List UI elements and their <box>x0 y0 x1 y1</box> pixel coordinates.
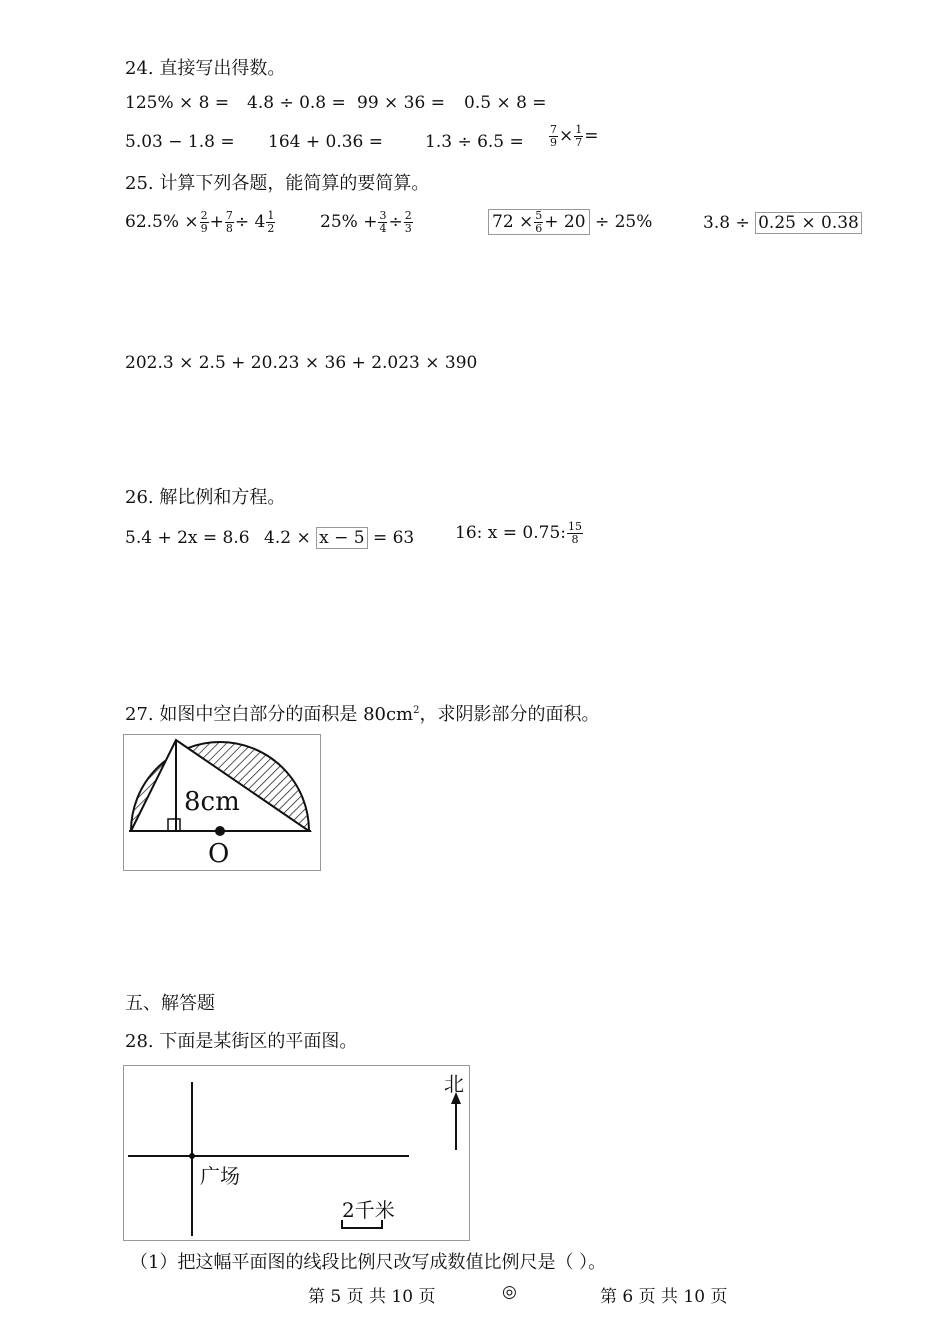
q24-item-2: 4.8 ÷ 0.8 = <box>247 93 346 113</box>
q26-eq-3: 16: x = 0.75: $\frac{15}{8}$ <box>455 520 582 546</box>
center-point <box>215 826 225 836</box>
section-title: 五、解答题 <box>125 993 215 1014</box>
q24-item-6: 164 + 0.36 = <box>268 132 383 152</box>
q27-title: 27. 如图中空白部分的面积是 $80cm^2$，求阴影部分的面积。 <box>125 704 600 725</box>
footer-page-right: 第 6 页 共 10 页 <box>600 1287 728 1307</box>
north-label: 北 <box>444 1072 464 1096</box>
street-map-diagram <box>124 1066 469 1240</box>
center-label: O <box>208 839 230 869</box>
q25-expr-4: 3.8 ÷ 0.25 × 0.38 <box>703 213 862 233</box>
q24-item-8: $\frac{7}{9}$ × $\frac{1}{7}$ = <box>550 123 599 149</box>
q25-title: 25. 计算下列各题，能简算的要简算。 <box>125 173 430 194</box>
q24-item-7: 1.3 ÷ 6.5 = <box>425 132 524 152</box>
q26-title: 26. 解比例和方程。 <box>125 487 286 508</box>
square-point <box>189 1153 195 1159</box>
footer-mark: ◎ <box>502 1282 517 1302</box>
semicircle-figure <box>123 734 321 871</box>
q24-item-1: 125% × 8 = <box>125 93 230 113</box>
q25-expr-3: 72 × $\frac{5}{6}$ + 20 ÷ 25% <box>488 210 652 235</box>
square-label: 广场 <box>200 1164 240 1188</box>
q24-title: 24. 直接写出得数。 <box>125 58 286 79</box>
q24-item-4: 0.5 × 8 = <box>464 93 547 113</box>
street-map <box>123 1065 470 1241</box>
height-label: 8cm <box>184 787 240 817</box>
q26-eq-2: 4.2 × x − 5 = 63 <box>264 528 415 548</box>
q25-expr-1: 62.5% × $\frac{2}{9}$ + $\frac{7}{8}$ ÷ 4 $\frac{1}{2}$ <box>125 209 275 235</box>
footer-page-left: 第 5 页 共 10 页 <box>308 1287 436 1307</box>
q28-title: 28. 下面是某街区的平面图。 <box>125 1031 358 1052</box>
q25-expr-2: 25% + $\frac{3}{4}$ ÷ $\frac{2}{3}$ <box>320 209 412 235</box>
q26-eq-1: 5.4 + 2x = 8.6 <box>125 528 250 548</box>
q24-item-5: 5.03 − 1.8 = <box>125 132 235 152</box>
scale-label: 2千米 <box>342 1198 395 1222</box>
q24-item-3: 99 × 36 = <box>357 93 445 113</box>
q25-expr-5: 202.3 × 2.5 + 20.23 × 36 + 2.023 × 390 <box>125 353 478 373</box>
q28-sub-1: （1）把这幅平面图的线段比例尺改写成数值比例尺是（ ）。 <box>130 1252 607 1273</box>
